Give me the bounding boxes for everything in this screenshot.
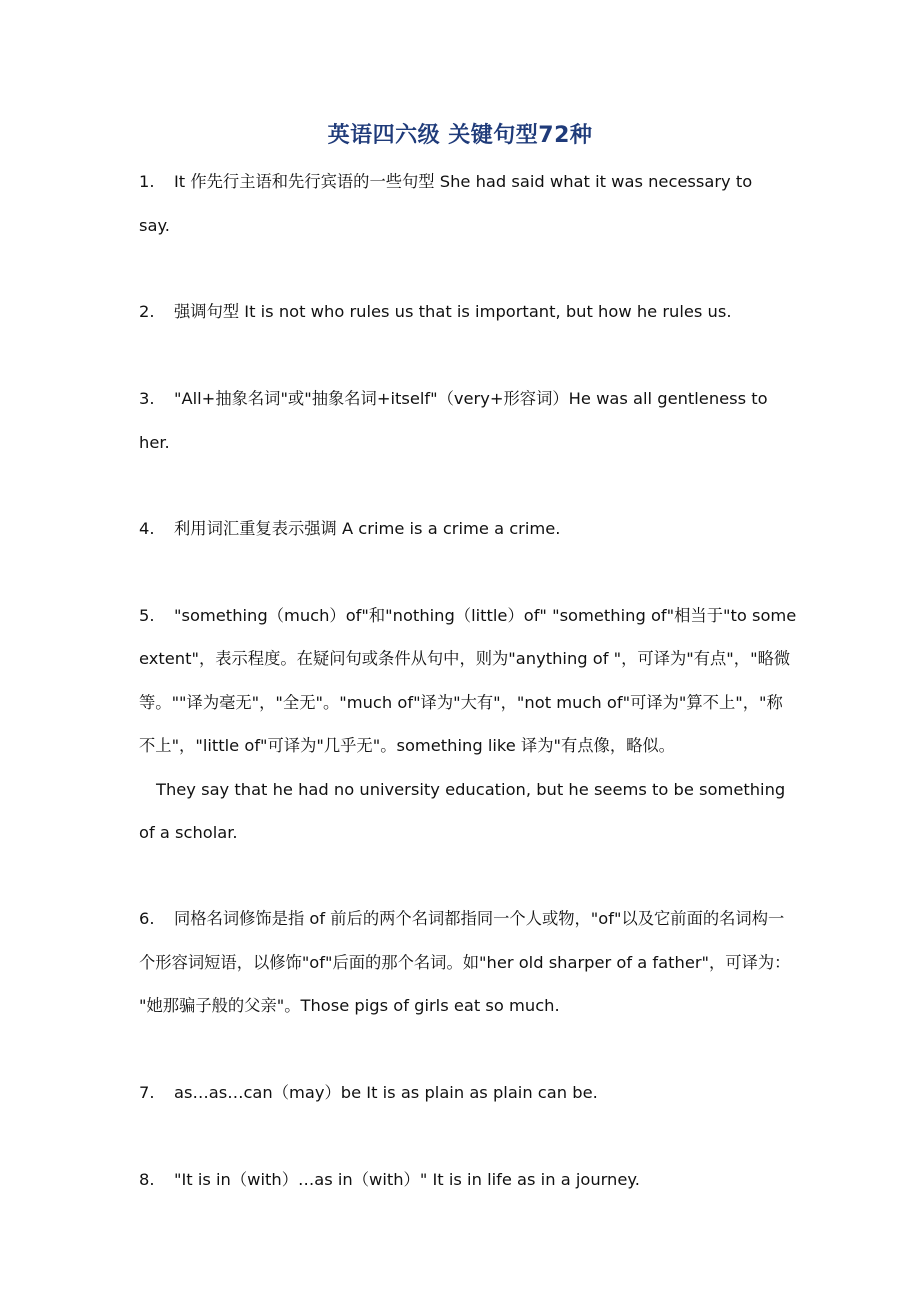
item-text: It 作先行主语和先行宾语的一些句型 She had said what it was necessary to [174, 172, 753, 191]
item-text: 等。""译为毫无"，"全无"。"much of"译为"大有"，"not much of"可译为"算不上"，"称 [139, 693, 783, 712]
item-5-line-1 [139, 606, 799, 626]
item-2-line-1 [139, 302, 799, 322]
item-text: as…as…can（may）be It is as plain as plain can be. [174, 1083, 598, 1102]
item-text: 不上"，"little of"可译为"几乎无"。something like 译为"有点像，略似。 [139, 736, 675, 755]
item-7-line-1 [139, 1083, 799, 1103]
item-text: 利用词汇重复表示强调 A crime is a crime a crime. [174, 519, 561, 538]
item-number: 1. [139, 172, 155, 191]
item-3-line-2 [139, 433, 799, 453]
item-4-line-1 [139, 519, 799, 539]
item-5-line-3 [139, 693, 799, 713]
item-8-line-1 [139, 1170, 799, 1190]
item-5-line-5 [139, 780, 816, 800]
item-text: 个形容词短语，以修饰"of"后面的那个名词。如"her old sharper of a father"，可译为： [139, 953, 791, 972]
item-1-line-1 [139, 172, 799, 192]
item-number: 7. [139, 1083, 155, 1102]
item-text: "It is in（with）…as in（with）" It is in life as in a journey. [174, 1170, 640, 1189]
item-text: 强调句型 It is not who rules us that is important, but how he rules us. [174, 302, 732, 321]
item-3-line-1 [139, 389, 799, 409]
item-text: say. [139, 216, 170, 235]
item-text: "something（much）of"和"nothing（little）of" "something of"相当于"to some [174, 606, 797, 625]
item-text: extent"，表示程度。在疑问句或条件从句中，则为"anything of "，可译为"有点"，"略微 [139, 649, 791, 668]
item-text: of a scholar. [139, 823, 238, 842]
item-text: 同格名词修饰是指 of 前后的两个名词都指同一个人或物，"of"以及它前面的名词构一 [174, 909, 785, 928]
item-text: "All+抽象名词"或"抽象名词+itself"（very+形容词）He was all gentleness to [174, 389, 768, 408]
document-title: 英语四六级 关键句型72种 [327, 123, 593, 148]
item-text: "她那骗子般的父亲"。Those pigs of girls eat so much. [139, 996, 560, 1015]
item-number: 2. [139, 302, 155, 321]
item-6-line-2 [139, 953, 799, 973]
item-5-line-6 [139, 823, 799, 843]
item-text: They say that he had no university education, but he seems to be something [156, 780, 786, 799]
item-text: her. [139, 433, 170, 452]
item-number: 4. [139, 519, 155, 538]
item-number: 3. [139, 389, 155, 408]
item-1-line-2 [139, 216, 799, 236]
item-number: 5. [139, 606, 155, 625]
item-6-line-1 [139, 909, 799, 929]
item-5-line-4 [139, 736, 799, 756]
item-number: 6. [139, 909, 155, 928]
item-5-line-2 [139, 649, 799, 669]
item-number: 8. [139, 1170, 155, 1189]
item-6-line-3 [139, 996, 799, 1016]
